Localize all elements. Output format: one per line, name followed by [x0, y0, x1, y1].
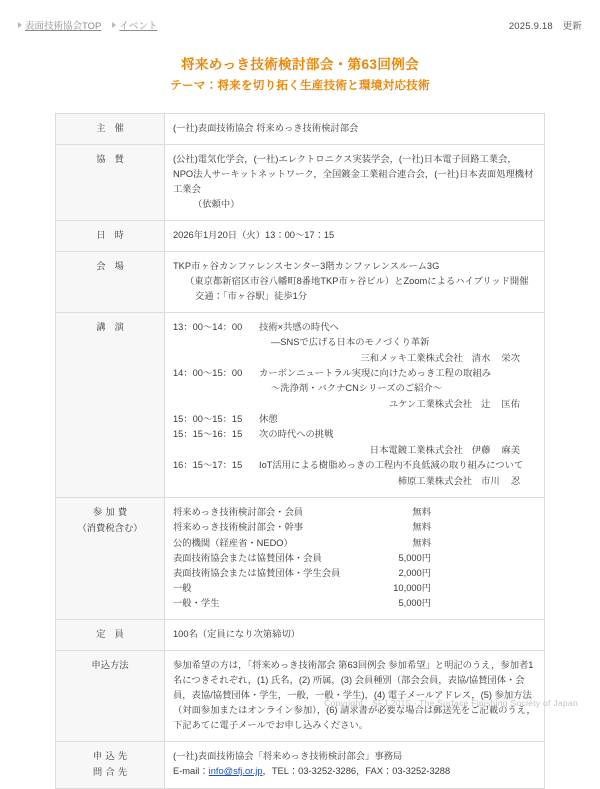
table-row-contact — [56, 742, 545, 789]
triangle-marker-icon — [112, 22, 116, 28]
lecture-title: 次の時代への挑戦 — [259, 429, 333, 439]
venue-line-3: 交通：「市ヶ谷駅」徒歩1分 — [173, 289, 536, 304]
table-row-capacity — [56, 619, 545, 650]
fee-row — [173, 536, 536, 551]
row-value-sponsor — [165, 144, 545, 220]
table-row-lectures — [56, 312, 545, 498]
contact-email-link[interactable]: info@sfj.or.jp — [209, 766, 263, 776]
speaker-last-name: 伊藤 — [472, 445, 491, 455]
page-title-block — [0, 55, 600, 96]
row-value-organizer — [165, 113, 545, 144]
fee-name: 将来めっき技術検討部会・幹事 — [173, 520, 369, 535]
sponsor-line-2: NPO法人サーキットネットワーク，全国鍍金工業組合連合会，(一社)日本表面処理機材工業会 — [173, 169, 533, 194]
lecture-time: 16：15～17：15 — [173, 458, 259, 473]
venue-line-2: （東京都新宿区市谷八幡町8番地TKP市ヶ谷ビル）とZoomによるハイブリッド開催 — [173, 274, 536, 289]
row-label-venue: 会場 — [56, 251, 165, 312]
table-row-sponsor — [56, 144, 545, 220]
row-value-fees — [165, 498, 545, 619]
lecture-title: カーボンニュートラル実現に向けためっき工程の取組み — [259, 368, 491, 378]
row-value-datetime — [165, 220, 545, 251]
contact-office: (一社)表面技術協会「将来めっき技術検討部会」事務局 — [173, 751, 402, 761]
fee-row — [173, 520, 536, 535]
footer-copyright: Copyright SFJ 2015 - The Surface Finishing Society of Japan — [0, 697, 600, 709]
row-value-lectures — [165, 312, 545, 498]
event-details-table — [55, 113, 545, 789]
lecture-item — [173, 412, 536, 427]
organizer-text: (一社)表面技術協会 将来めっき技術検討部会 — [173, 123, 358, 133]
fee-amount: 無料 — [369, 520, 431, 535]
fee-name: 表面技術協会または協賛団体・会員 — [173, 551, 369, 566]
fee-amount: 2,000円 — [369, 566, 431, 581]
sponsor-line-1: (公社)電気化学会，(一社)エレクトロニクス実装学会，(一社)日本電子回路工業会， — [173, 154, 517, 164]
table-row-datetime — [56, 220, 545, 251]
capacity-text: 100名（定員になり次第締切） — [173, 629, 300, 639]
contact-tel-fax: ，TEL：03-3252-3286，FAX：03-3252-3288 — [263, 766, 451, 776]
fee-name: 表面技術協会または協賛団体・学生会員 — [173, 566, 369, 581]
speaker-company: 三和メッキ工業株式会社 — [361, 353, 463, 363]
lecture-speaker — [173, 443, 536, 458]
fee-row — [173, 551, 536, 566]
updated-date: 2025.9.18 更新 — [509, 18, 586, 32]
speaker-company: 日本電鍍工業株式会社 — [370, 445, 463, 455]
row-value-application — [165, 650, 545, 741]
row-label-datetime: 日時 — [56, 220, 165, 251]
row-label-capacity: 定員 — [56, 619, 165, 650]
speaker-last-name: 辻 — [481, 399, 490, 409]
row-value-venue — [165, 251, 545, 312]
row-label-fees: 参加費 （消費税含む） — [56, 498, 165, 619]
contact-email-prefix: E-mail： — [173, 766, 209, 776]
lecture-speaker — [173, 474, 536, 489]
speaker-last-name: 市川 — [481, 476, 500, 486]
lecture-item — [173, 320, 536, 366]
fee-name: 公的機関（経産省・NEDO） — [173, 536, 369, 551]
speaker-company: 柿原工業株式会社 — [398, 476, 472, 486]
lecture-title: 休憩 — [259, 414, 278, 424]
fee-name: 将来めっき技術検討部会・会員 — [173, 505, 369, 520]
lecture-item — [173, 427, 536, 458]
page-header — [0, 0, 600, 36]
triangle-marker-icon — [18, 22, 22, 28]
breadcrumb-item-top[interactable] — [18, 18, 101, 32]
speaker-first-name: 栄次 — [501, 353, 520, 363]
table-row-venue — [56, 251, 545, 312]
sponsor-line-3: （依頼中） — [173, 197, 536, 212]
page-title: 将来めっき技術検討部会・第63回例会 — [0, 55, 600, 75]
row-label-application: 申込方法 — [56, 650, 165, 741]
row-value-capacity — [165, 619, 545, 650]
row-label-lectures: 講演 — [56, 312, 165, 498]
fee-row — [173, 581, 536, 596]
fee-amount: 無料 — [369, 505, 431, 520]
breadcrumb-link-top[interactable]: 表面技術協会TOP — [25, 18, 101, 32]
table-row-fees — [56, 498, 545, 619]
fee-row — [173, 505, 536, 520]
lecture-time: 14：00～15：00 — [173, 366, 259, 381]
speaker-first-name: 匡佑 — [501, 399, 520, 409]
datetime-text: 2026年1月20日（火）13：00～17：15 — [173, 230, 334, 240]
lecture-speaker — [173, 351, 536, 366]
fee-row — [173, 596, 536, 611]
row-label-organizer: 主催 — [56, 113, 165, 144]
table-row-application — [56, 650, 545, 741]
lecture-item — [173, 366, 536, 412]
lecture-time: 15：00～15：15 — [173, 412, 259, 427]
lecture-speaker — [173, 397, 536, 412]
breadcrumb-link-events[interactable]: イベント — [119, 18, 157, 32]
row-value-contact — [165, 742, 545, 789]
fee-amount: 5,000円 — [369, 596, 431, 611]
lecture-time: 13：00～14：00 — [173, 320, 259, 335]
breadcrumb-item-events[interactable] — [112, 18, 157, 32]
speaker-first-name: 麻美 — [501, 445, 520, 455]
row-label-sponsor: 協賛 — [56, 144, 165, 220]
application-text: 参加希望の方は，「将来めっき技術部会 第63回例会 参加希望」と明記のうえ，参加者1名につきそれぞれ，(1) 氏名，(2) 所属，(3) 会員種別（部会会員，表協/協賛団体・会員，表協/協賛団体・学生，一般，一般・学生)，(4) 電子メールアドレス，(5) 参加方法（対面参加またはオンライン参加），(6) 請求書が必要な場合は郵送先をご記載のうえ，下記あてに電子メールでお申し込みください。 — [173, 658, 536, 733]
lecture-item — [173, 458, 536, 489]
fee-row — [173, 566, 536, 581]
venue-line-1: TKP市ヶ谷カンファレンスセンター3階カンファレンスルーム3G — [173, 261, 439, 271]
speaker-first-name: 忍 — [511, 476, 520, 486]
fee-name: 一般・学生 — [173, 596, 369, 611]
lecture-subtitle: ～洗浄剤・バクナCNシリーズのご紹介～ — [259, 381, 536, 396]
lecture-title: 技術×共感の時代へ — [259, 322, 339, 332]
page-subtitle: テーマ：将来を切り拓く生産技術と環境対応技術 — [0, 78, 600, 95]
fee-amount: 10,000円 — [369, 581, 431, 596]
table-row-organizer — [56, 113, 545, 144]
fee-amount: 5,000円 — [369, 551, 431, 566]
lecture-time: 15：15～16：15 — [173, 427, 259, 442]
speaker-company: ユケン工業株式会社 — [389, 399, 472, 409]
breadcrumb — [18, 18, 157, 32]
event-details-table-wrapper — [55, 113, 545, 789]
speaker-last-name: 清水 — [472, 353, 491, 363]
lecture-subtitle: ―SNSで広げる日本のモノづくり革新 — [259, 335, 536, 350]
fee-name: 一般 — [173, 581, 369, 596]
fee-amount: 無料 — [369, 536, 431, 551]
row-label-contact: 申込先 問合先 — [56, 742, 165, 789]
lecture-title: IoT活用による樹脂めっきの工程内不良低減の取り組みについて — [259, 460, 523, 470]
